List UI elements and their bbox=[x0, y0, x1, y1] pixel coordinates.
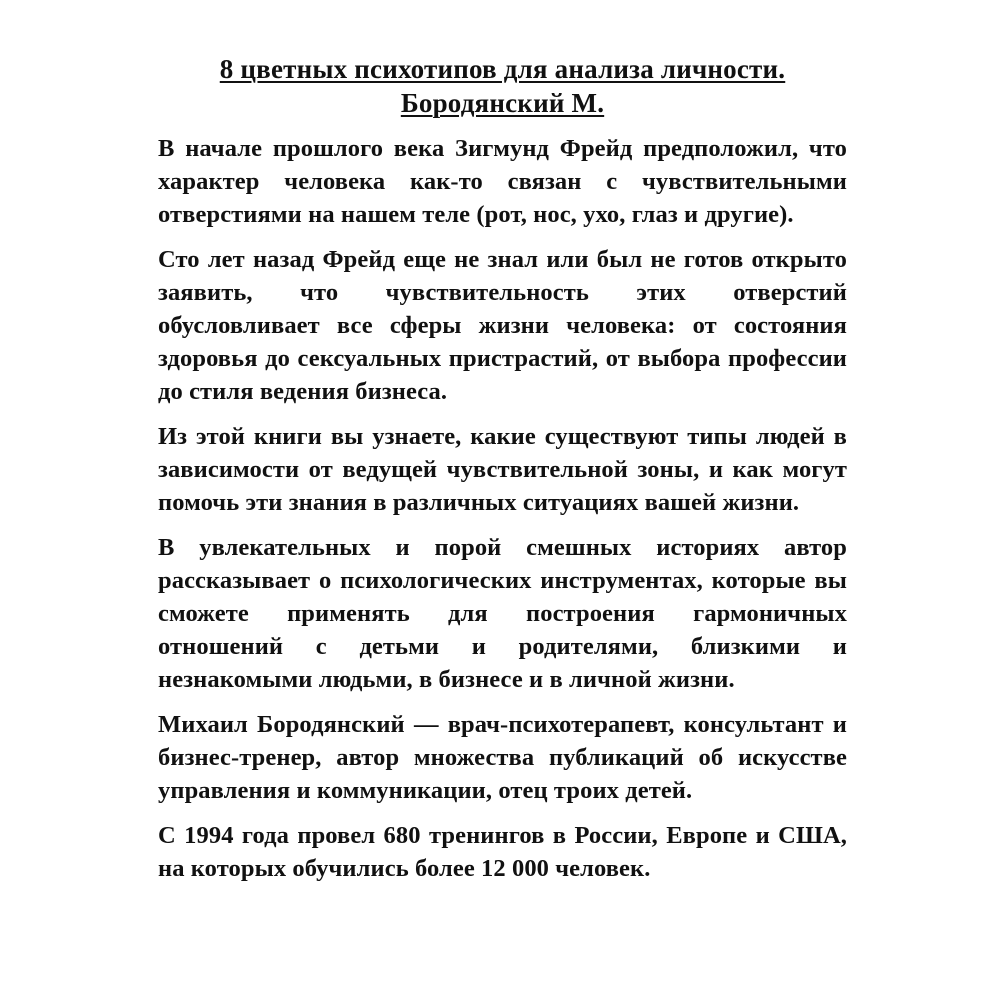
paragraph-author-bio: Михаил Бородянский — врач-психотерапевт, консультант и бизнес-тренер, автор множества публикаций об искусстве управления и коммуникации, отец троих детей. bbox=[158, 711, 847, 804]
paragraph-book-topic: Из этой книги вы узнаете, какие существуют типы людей в зависимости от ведущей чувствительной зоны, и как могут помочь эти знания в различных ситуациях вашей жизни. bbox=[158, 423, 847, 516]
paragraph-trainings: С 1994 года провел 680 тренингов в России, Европе и США, на которых обучились более 12 000 человек. bbox=[158, 822, 847, 882]
paragraph-freud-intro: В начале прошлого века Зигмунд Фрейд предположил, что характер человека как-то связан с чувствительными отверстиями на нашем теле (рот, нос, ухо, глаз и другие). bbox=[158, 135, 847, 228]
title-line-2: Бородянский М. bbox=[400, 88, 605, 118]
paragraph-stories: В увлекательных и порой смешных историях автор рассказывает о психологических инструментах, которые вы сможете применять для построения гармоничных отношений с детьми и родителями, близкими и незнакомыми людьми, в бизнесе и в личной жизни. bbox=[158, 534, 847, 693]
title-line-1: 8 цветных психотипов для анализа личности. bbox=[219, 54, 786, 84]
document-title bbox=[158, 52, 847, 120]
paragraph-sensitivity: Сто лет назад Фрейд еще не знал или был не готов открыто заявить, что чувствительность этих отверстий обусловливает все сферы жизни человека: от состояния здоровья до сексуальных пристрастий, от выбора профессии до стиля ведения бизнеса. bbox=[158, 246, 847, 405]
